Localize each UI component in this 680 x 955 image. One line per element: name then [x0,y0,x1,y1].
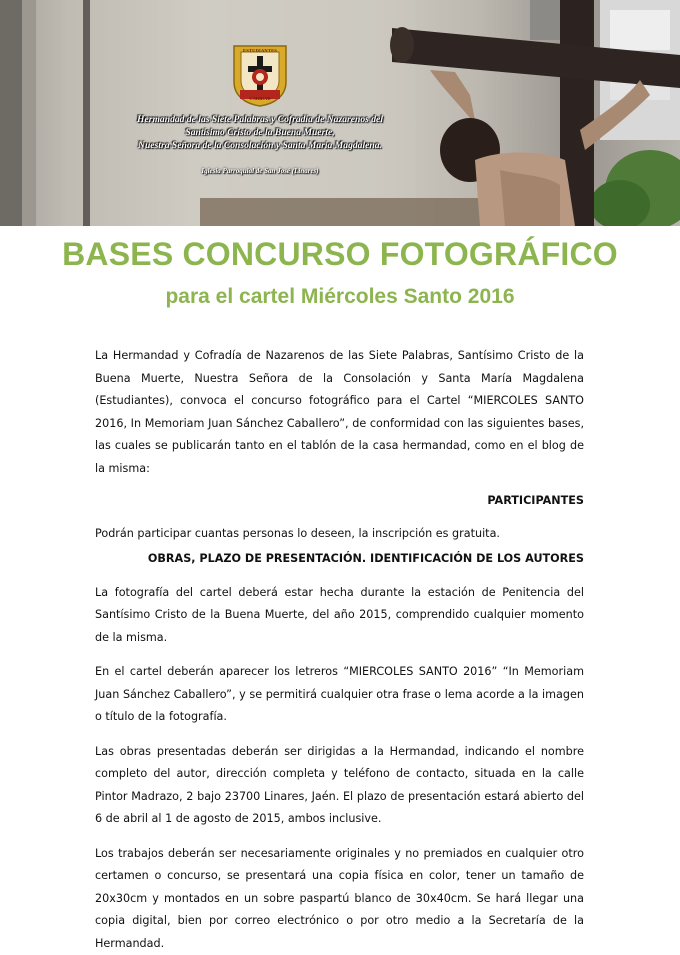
page-subtitle: para el cartel Miércoles Santo 2016 [0,285,680,309]
page-title: BASES CONCURSO FOTOGRÁFICO [0,236,680,273]
brotherhood-line: Hermandad de las Siete Palabras y Cofradía de Nazarenos del [90,113,430,126]
parish-name: Iglesia Parroquial de San José (Linares) [170,167,350,175]
works-paragraph: Los trabajos deberán ser necesariamente originales y no premiados en cualquier otro certamen o concurso, se presentará una copia física en color, tener un tamaño de 20x30cm y montados en un sobre paspartú blanco de 30x40cm. Se hará llegar una copia digital, bien por correo electrónico o por otro medio a la Secretaría de la Hermandad. [95,843,584,955]
works-paragraph: Las obras presentadas deberán ser dirigidas a la Hermandad, indicando el nombre completo del autor, dirección completa y teléfono de contacto, situada en la calle Pintor Madrazo, 2 bajo 23700 Linares, Jaén. El plazo de presentación estará abierto del 6 de abril al 1 de agosto de 2015, ambos inclusive. [95,741,584,831]
section-heading-works: OBRAS, PLAZO DE PRESENTACIÓN. IDENTIFICACIÓN DE LOS AUTORES [95,550,584,568]
seal-bottom-text: CARIDAD [243,96,277,101]
intro-paragraph: La Hermandad y Cofradía de Nazarenos de las Siete Palabras, Santísimo Cristo de la Buena Muerte, Nuestra Señora de la Consolación y Santa María Magdalena (Estudiantes), convoca el concurso fotográfico para el Cartel “MIERCOLES SANTO 2016, In Memoriam Juan Sánchez Caballero”, de conformidad con las siguientes bases, las cuales se publicarán tanto en el tablón de la casa hermandad, como en el blog de la misma: [95,345,584,480]
participants-paragraph: Podrán participar cuantas personas lo deseen, la inscripción es gratuita. [95,523,584,546]
section-heading-participants: PARTICIPANTES [95,492,584,510]
rules-body [95,345,584,955]
brotherhood-line: Santísimo Cristo de la Buena Muerte, [90,126,430,139]
seal-top-text: ESTUDIANTES [243,48,277,53]
header-photo [0,0,680,226]
works-paragraph: La fotografía del cartel deberá estar hecha durante la estación de Penitencia del Santísimo Cristo de la Buena Muerte, del año 2015, comprendido cualquier momento de la misma. [95,582,584,650]
brotherhood-name [90,113,430,152]
brotherhood-line: Nuestra Señora de la Consolación y Santa María Magdalena. [90,139,430,152]
works-paragraph: En el cartel deberán aparecer los letreros “MIERCOLES SANTO 2016” “In Memoriam Juan Sánchez Caballero”, y se permitirá cualquier otra frase o lema acorde a la imagen o título de la fotografía. [95,661,584,729]
